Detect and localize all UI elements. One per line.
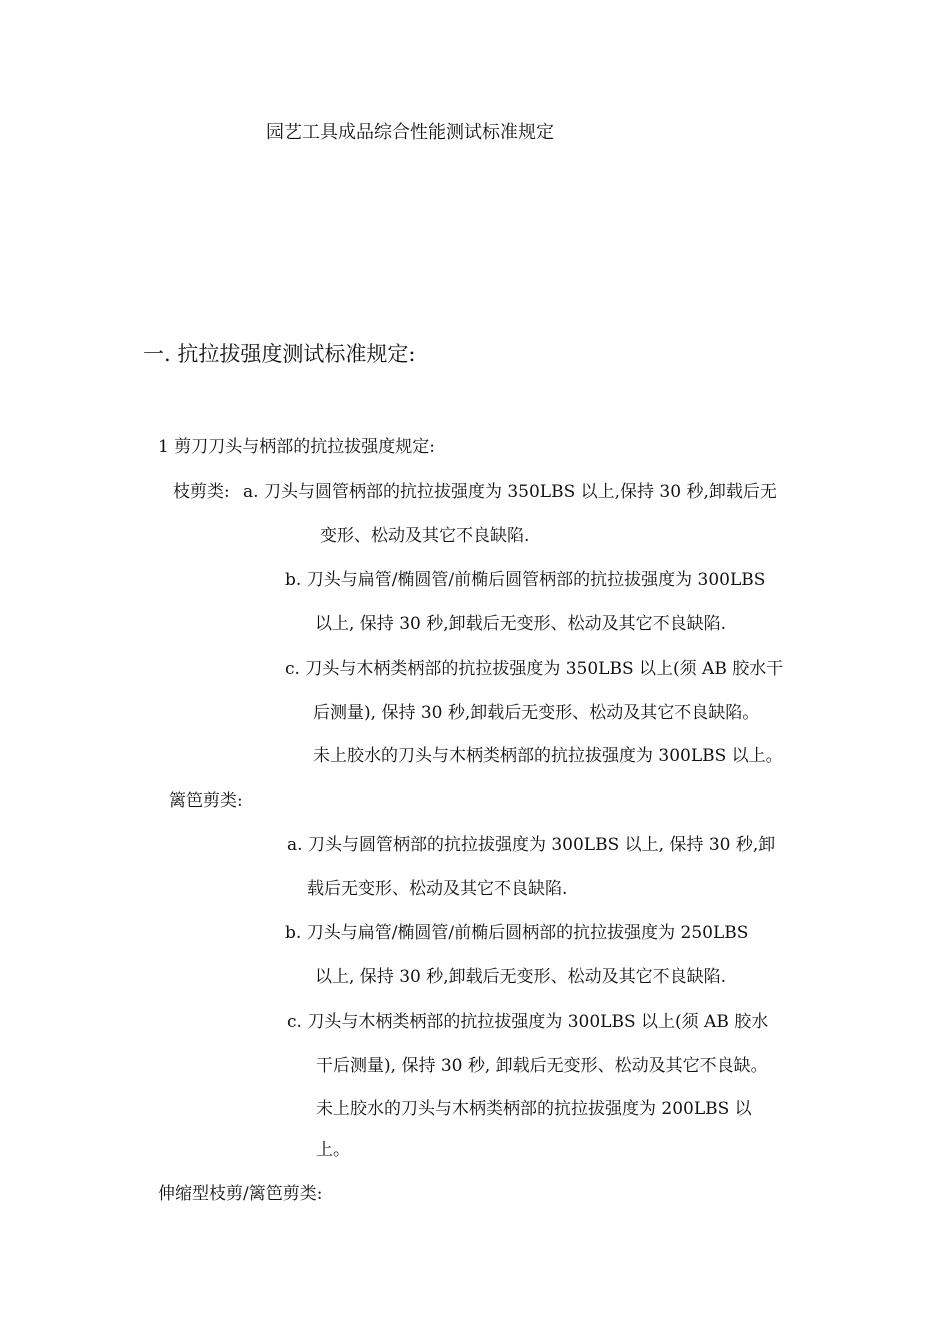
hedge-item-b-line1: b. 刀头与扁管/椭圆管/前椭后圆柄部的抗拉拔强度为 250LBS	[285, 923, 749, 943]
pruning-item-c-line1: c. 刀头与木柄类柄部的抗拉拔强度为 350LBS 以上(须 AB 胶水干	[285, 659, 784, 679]
hedge-item-a-line1: a. 刀头与圆管柄部的抗拉拔强度为 300LBS 以上, 保持 30 秒,卸	[287, 835, 776, 855]
hedge-item-c-line3: 未上胶水的刀头与木柄类柄部的抗拉拔强度为 200LBS 以	[316, 1099, 752, 1119]
hedge-item-b-line2: 以上, 保持 30 秒,卸载后无变形、松动及其它不良缺陷.	[315, 967, 727, 987]
hedge-item-a-line2: 载后无变形、松动及其它不良缺陷.	[307, 879, 568, 899]
pruning-item-c-line3: 未上胶水的刀头与木柄类柄部的抗拉拔强度为 300LBS 以上。	[313, 746, 783, 766]
subsection-heading: 1 剪刀刀头与柄部的抗拉拔强度规定:	[158, 437, 435, 457]
document-title: 园艺工具成品综合性能测试标准规定	[266, 122, 554, 143]
pruning-item-b-line1: b. 刀头与扁管/椭圆管/前椭后圆管柄部的抗拉拔强度为 300LBS	[285, 570, 766, 590]
pruning-item-b-line2: 以上, 保持 30 秒,卸载后无变形、松动及其它不良缺陷.	[315, 614, 727, 634]
category-label-hedge: 篱笆剪类:	[169, 791, 243, 811]
section-heading: 一. 抗拉拔强度测试标准规定:	[143, 342, 416, 366]
pruning-item-c-line2: 后测量), 保持 30 秒,卸载后无变形、松动及其它不良缺陷。	[313, 703, 760, 723]
pruning-item-a-line1: a. 刀头与圆管柄部的抗拉拔强度为 350LBS 以上,保持 30 秒,卸载后无	[243, 482, 777, 502]
hedge-item-c-line1: c. 刀头与木柄类柄部的抗拉拔强度为 300LBS 以上(须 AB 胶水	[287, 1012, 769, 1032]
category-label-telescopic: 伸缩型枝剪/篱笆剪类:	[158, 1184, 323, 1204]
hedge-item-c-line4: 上。	[316, 1140, 350, 1160]
hedge-item-c-line2: 干后测量), 保持 30 秒, 卸载后无变形、松动及其它不良缺。	[316, 1056, 768, 1076]
category-label-pruning: 枝剪类:	[173, 482, 230, 502]
pruning-item-a-line2: 变形、松动及其它不良缺陷.	[320, 526, 530, 546]
